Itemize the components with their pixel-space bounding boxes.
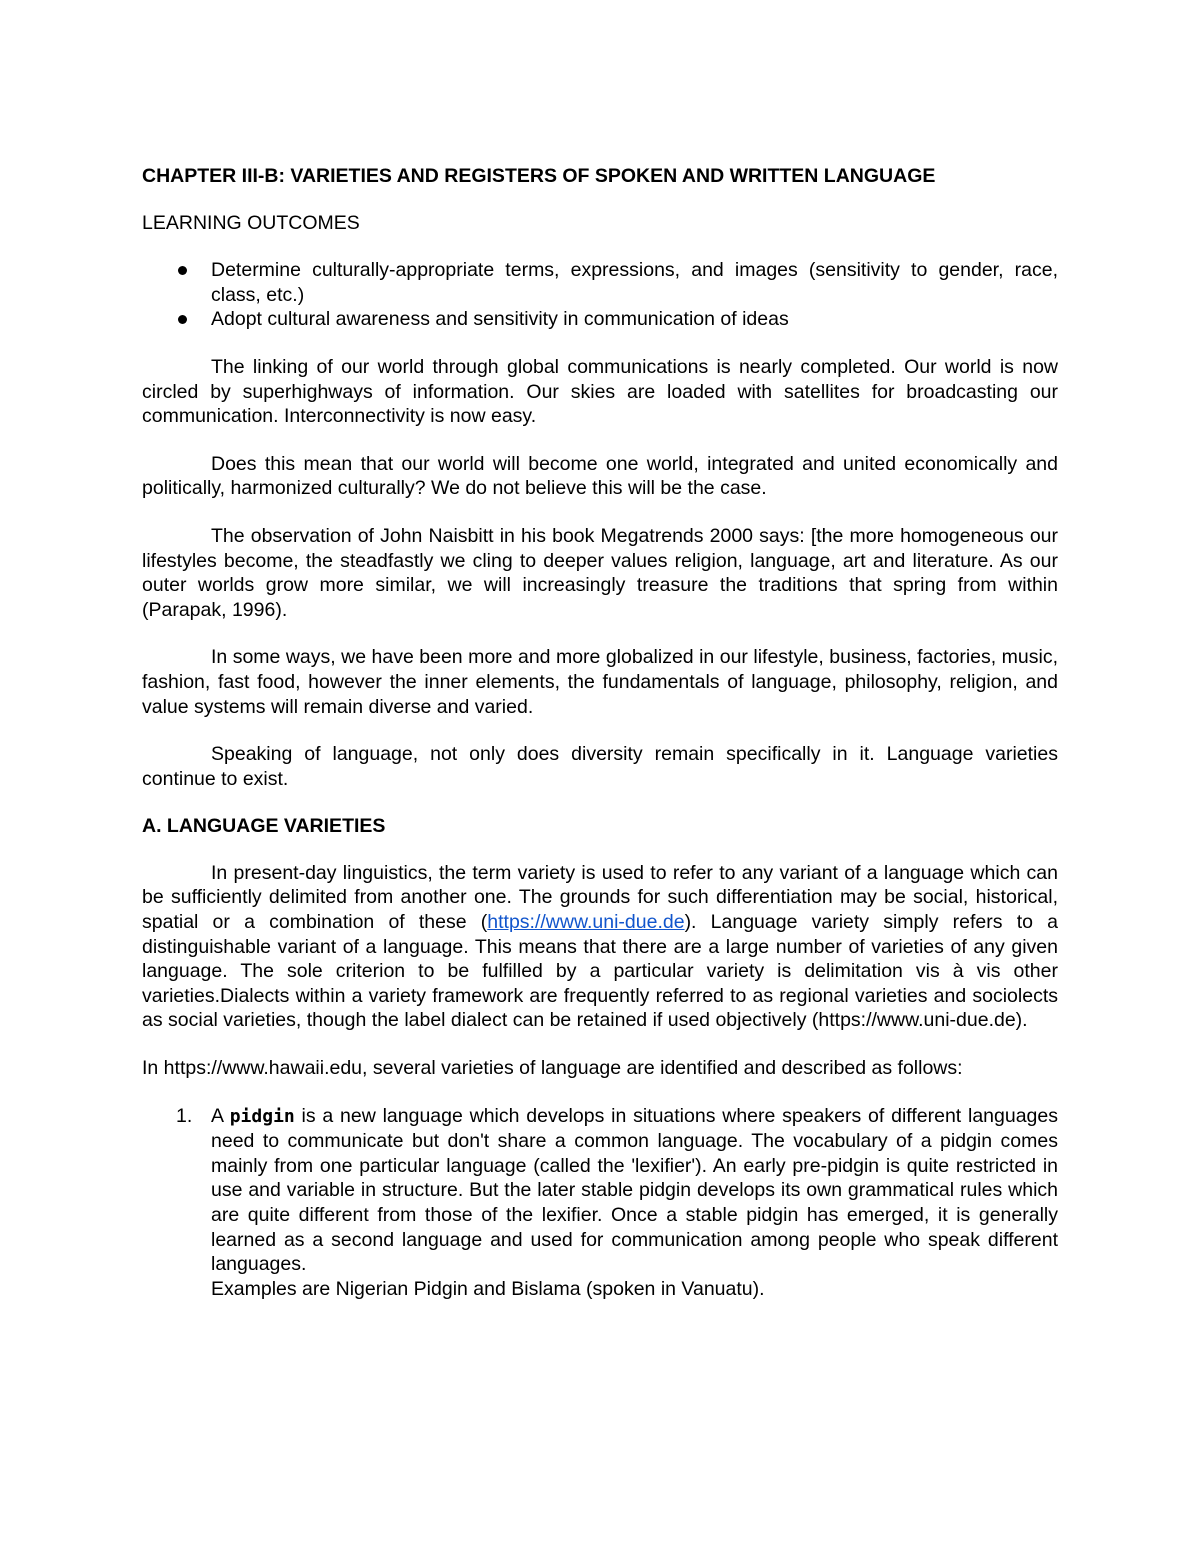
varieties-list [142,1104,1058,1302]
bullet-icon [178,315,187,324]
outcome-item [142,258,1058,307]
body-paragraph: Does this mean that our world will become one world, integrated and united economically and politically, harmonized culturally? We do not believe this will be the case. [142,452,1058,500]
body-paragraph: The linking of our world through global communications is nearly completed. Our world is now circled by superhighways of information. Our skies are loaded with satellites for broadcasting our communication. Interconnectivity is now easy. [142,355,1058,428]
document-page [142,164,1058,1301]
list-number: 1. [176,1104,193,1127]
section-heading: A. LANGUAGE VARIETIES [142,815,386,838]
uni-due-link[interactable]: https://www.uni-due.de [487,911,685,934]
item-term: pidgin [229,1105,295,1127]
outcome-text: Determine culturally-appropriate terms, expressions, and images (sensitivity to gender, race, class, etc.) [211,259,1058,306]
body-paragraph: The observation of John Naisbitt in his book Megatrends 2000 says: [the more homogeneous our lifestyles become, the steadfastly we cling to deeper values religion, language, art and literature. As our outer worlds grow more similar, we will increasingly treasure the traditions that spring from within (Parapak, 1996). [142,524,1058,621]
item-text: is a new language which develops in situations where speakers of different languages need to communicate but don't share a common language. The vocabulary of a pidgin comes mainly from one particular language (called the 'lexifier'). An early pre-pidgin is quite restricted in use and variable in structure. But the later stable pidgin develops its own grammatical rules which are quite different from those of the lexifier. Once a stable pidgin has emerged, it is generally learned as a second language and used for communication among people who speak different languages. [211,1104,1058,1276]
varieties-intro: In https://www.hawaii.edu, several varieties of language are identified and described as follows: [142,1057,963,1080]
paragraph-text: ). Language variety simply refers to a distinguishable variant of a language. This means that there are a large number of varieties of any given language. The sole criterion to be fulfilled by a particular variety is delimitation vis à vis other varieties.Dialects within a variety framework are frequently referred to as regional varieties and sociolects as social varieties, though the label dialect can be retained if used objectively (https://www.uni-due.de). [142,911,1058,1032]
paragraph-text: In present-day linguistics, the term variety is used to refer to any variant of a language which can be sufficiently delimited from another one. The grounds for such differentiation may be social, historical, spatial or a combination of these ( [142,861,1058,934]
item-text-last: Examples are Nigerian Pidgin and Bislama (spoken in Vanuatu). [211,1277,765,1300]
chapter-title: CHAPTER III-B: VARIETIES AND REGISTERS OF SPOKEN AND WRITTEN LANGUAGE [142,165,936,187]
body-paragraph: In some ways, we have been more and more globalized in our lifestyle, business, factories, music, fashion, fast food, however the inner elements, the fundamentals of language, philosophy, religion, and value systems will remain diverse and varied. [142,646,1058,718]
outcome-item [142,307,1058,332]
outcome-text: Adopt cultural awareness and sensitivity in communication of ideas [211,308,789,331]
item-lead: A [211,1104,230,1127]
bullet-icon [178,266,187,275]
body-paragraph: Speaking of language, not only does diversity remain specifically in it. Language varieties continue to exist. [142,743,1058,790]
learning-outcomes-list [142,258,1058,332]
list-item [142,1104,1058,1302]
body-paragraph-with-link [142,861,1058,1033]
learning-outcomes-heading: LEARNING OUTCOMES [142,211,360,234]
